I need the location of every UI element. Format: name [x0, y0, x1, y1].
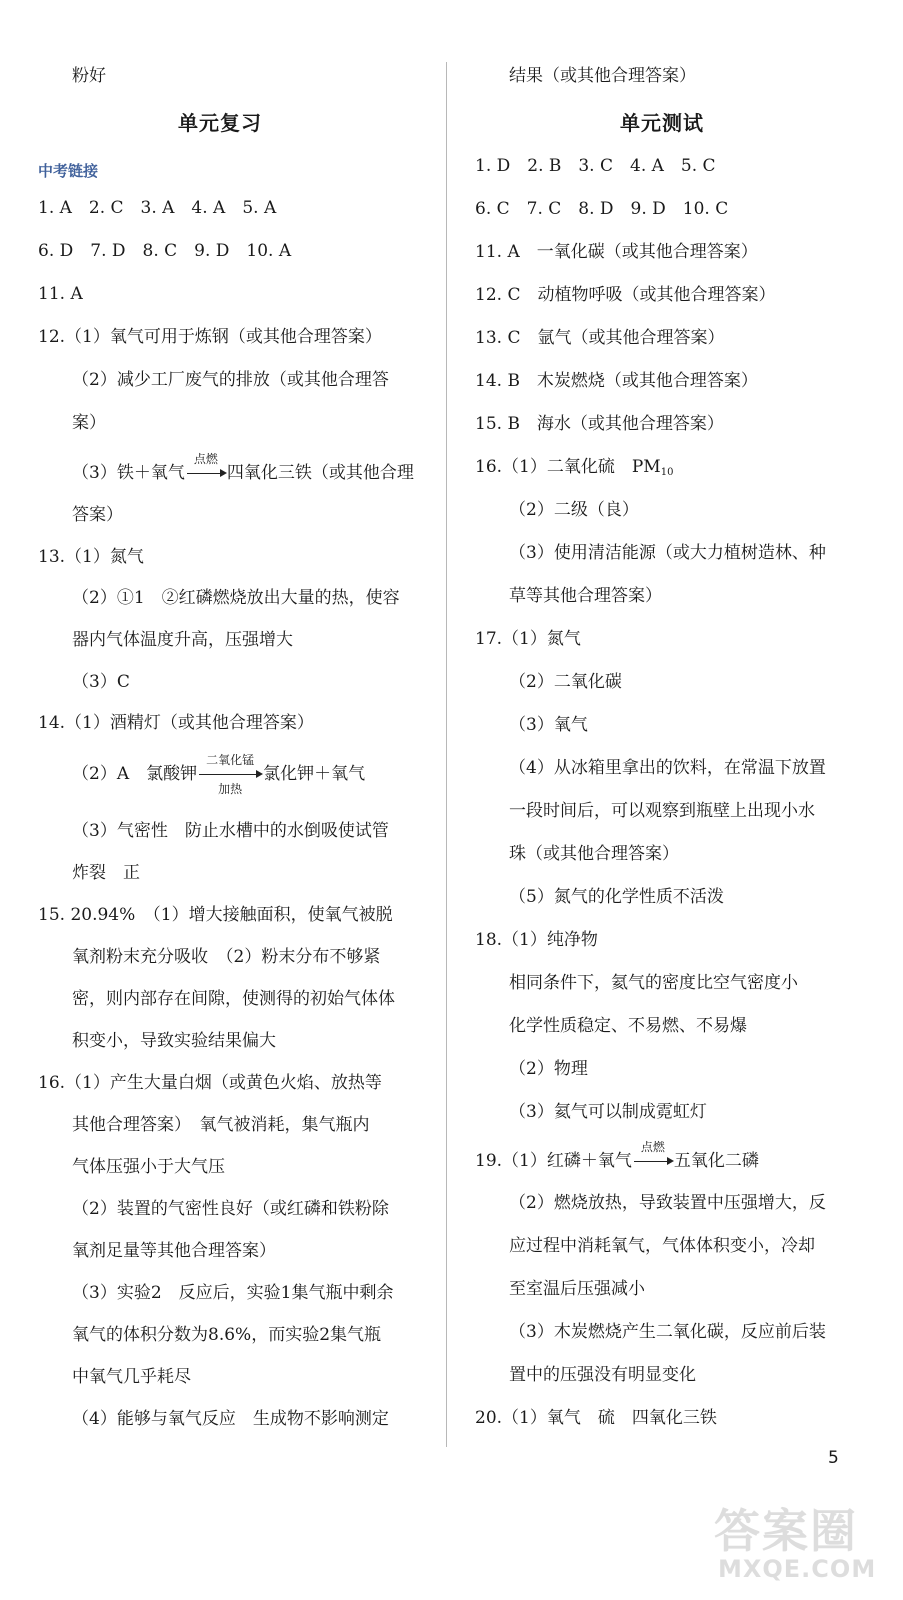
answer-line: （3）氦气可以制成霓虹灯	[509, 1102, 707, 1122]
answer-line: 密，则内部存在间隙，使测得的初始气体体	[72, 989, 395, 1009]
reaction-arrow	[199, 753, 261, 796]
reaction-condition: 点燃	[640, 1140, 665, 1154]
equation-products: 氯化钾＋氧气	[263, 764, 366, 784]
answer-line: 答案）	[72, 505, 123, 525]
arrow-icon	[634, 1161, 672, 1162]
answer-line: 化学性质稳定、不易燃、不易爆	[509, 1016, 747, 1036]
answer-line: 珠（或其他合理答案）	[509, 844, 679, 864]
watermark-text: 答案圈	[714, 1504, 858, 1558]
reaction-catalyst: 二氧化锰	[206, 753, 255, 767]
answer-line: 11. A	[38, 284, 83, 304]
answer-line: 其他合理答案） 氧气被消耗，集气瓶内	[72, 1115, 370, 1135]
answer-line: （2）装置的气密性良好（或红磷和铁粉除	[72, 1199, 389, 1219]
equation-line	[475, 1140, 759, 1172]
section-heading-review: 单元复习	[178, 111, 262, 135]
answer-line: 17.（1）氮气	[475, 629, 581, 649]
equation-reactants: （3）铁＋氧气	[72, 463, 185, 483]
answer-line: 氧剂粉末充分吸收 （2）粉末分布不够紧	[72, 947, 381, 967]
answer-line: 13.（1）氮气	[38, 547, 144, 567]
answer-line: 18.（1）纯净物	[475, 930, 598, 950]
answer-line: 14. B 木炭燃烧（或其他合理答案）	[475, 371, 758, 391]
answer-line: 一段时间后，可以观察到瓶壁上出现小水	[509, 801, 815, 821]
answer-line: 16.（1）产生大量白烟（或黄色火焰、放热等	[38, 1073, 382, 1093]
answer-line: （3）氧气	[509, 715, 588, 735]
answer-line: 氧气的体积分数为8.6%，而实验2集气瓶	[72, 1325, 382, 1345]
answer-line: 相同条件下，氦气的密度比空气密度小	[509, 973, 798, 993]
answer-line: 至室温后压强减小	[509, 1279, 645, 1299]
answer-line: （4）能够与氧气反应 生成物不影响测定	[72, 1409, 389, 1429]
answer-line: 炸裂 正	[72, 863, 140, 883]
reaction-condition: 点燃	[193, 452, 218, 466]
mc-answers-row: 6. D 7. D 8. C 9. D 10. A	[38, 241, 292, 261]
answer-line: 12. C 动植物呼吸（或其他合理答案）	[475, 285, 776, 305]
mc-answers-row: 1. A 2. C 3. A 4. A 5. A	[38, 198, 277, 218]
watermark-url: MXQE.COM	[718, 1555, 877, 1583]
answer-line: （3）C	[72, 672, 130, 692]
answer-line: 11. A 一氧化碳（或其他合理答案）	[475, 242, 758, 262]
answer-line: 置中的压强没有明显变化	[509, 1365, 696, 1385]
answer-line: 15. 20.94% （1）增大接触面积，使氧气被脱	[38, 905, 393, 925]
answer-line: 气体压强小于大气压	[72, 1157, 225, 1177]
subscript: 10	[660, 467, 674, 478]
reaction-arrow	[634, 1140, 672, 1162]
page-number: 5	[828, 1448, 839, 1468]
equation-line	[72, 753, 366, 796]
section-heading-test: 单元测试	[620, 111, 704, 135]
answer-line: （5）氮气的化学性质不活泼	[509, 887, 724, 907]
equation-reactants: （2）A 氯酸钾	[72, 764, 198, 784]
column-divider	[446, 62, 447, 1447]
answer-line: 氧剂足量等其他合理答案）	[72, 1241, 276, 1261]
answer-line: （3）气密性 防止水槽中的水倒吸使试管	[72, 821, 389, 841]
answer-line: （2）减少工厂废气的排放（或其他合理答	[72, 370, 389, 390]
mc-answers-row: 1. D 2. B 3. C 4. A 5. C	[475, 156, 716, 176]
answer-line: （2）①1 ②红磷燃烧放出大量的热，使容	[72, 588, 400, 608]
subheading-exam-link: 中考链接	[38, 162, 99, 180]
answer-line: （3）使用清洁能源（或大力植树造林、种	[509, 543, 826, 563]
answer-line: （4）从冰箱里拿出的饮料，在常温下放置	[509, 758, 826, 778]
reaction-arrow	[187, 452, 225, 474]
answer-line: 中氧气几乎耗尽	[72, 1367, 191, 1387]
equation-products: 五氧化二磷	[673, 1151, 759, 1171]
arrow-icon	[199, 774, 261, 775]
answer-line: 积变小，导致实验结果偏大	[72, 1031, 276, 1051]
equation-line	[72, 452, 414, 484]
answer-line: （2）二氧化碳	[509, 672, 622, 692]
answer-line	[475, 456, 673, 484]
answer-line: （3）木炭燃烧产生二氧化碳，反应前后装	[509, 1322, 826, 1342]
answer-line: （3）实验2 反应后，实验1集气瓶中剩余	[72, 1283, 394, 1303]
reaction-condition: 加热	[218, 782, 243, 796]
answer-line: 13. C 氩气（或其他合理答案）	[475, 328, 725, 348]
answer-line: 草等其他合理答案）	[509, 586, 662, 606]
watermark-logo	[710, 1495, 885, 1590]
answer-text: 16.（1）二氧化硫 PM	[475, 457, 661, 477]
answer-line: 器内气体温度升高，压强增大	[72, 630, 293, 650]
answer-line: 15. B 海水（或其他合理答案）	[475, 414, 724, 434]
answer-line: 12.（1）氧气可用于炼钢（或其他合理答案）	[38, 327, 382, 347]
answer-line: 案）	[72, 413, 106, 433]
arrow-icon	[187, 473, 225, 474]
answer-line: （2）燃烧放热，导致装置中压强增大，反	[509, 1193, 826, 1213]
answer-line: （2）物理	[509, 1059, 588, 1079]
answer-line: 20.（1）氧气 硫 四氧化三铁	[475, 1408, 717, 1428]
answer-line: 应过程中消耗氧气，气体体积变小，冷却	[509, 1236, 815, 1256]
answer-line: （2）二级（良）	[509, 500, 639, 520]
mc-answers-row: 6. C 7. C 8. D 9. D 10. C	[475, 199, 729, 219]
left-top-fragment: 粉好	[72, 66, 106, 86]
answer-line: 14.（1）酒精灯（或其他合理答案）	[38, 713, 314, 733]
equation-reactants: 19.（1）红磷＋氧气	[475, 1151, 632, 1171]
equation-products: 四氧化三铁（或其他合理	[226, 463, 414, 483]
right-top-fragment: 结果（或其他合理答案）	[509, 66, 696, 86]
